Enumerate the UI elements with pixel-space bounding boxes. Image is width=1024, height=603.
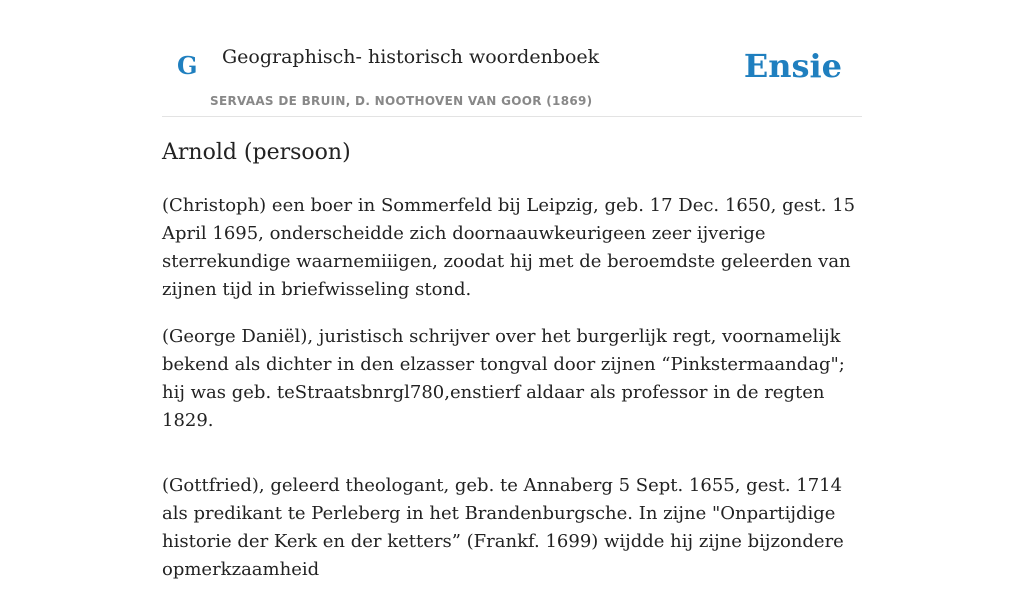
entry-paragraph: (George Daniël), juristisch schrijver over het burgerlijk regt, voornamelijk bekend als dichter in den elzasser tongval door zijnen “Pinkstermaandag"; hij was geb. teStraatsbnrgl780,enstierf aldaar als professor in de regten 1829. <box>162 326 845 431</box>
dictionary-logo[interactable]: G <box>177 51 198 80</box>
page-container <box>162 0 862 580</box>
dictionary-title[interactable]: Geographisch- historisch woordenboek <box>222 46 600 68</box>
dictionary-header <box>162 0 862 117</box>
ensie-brand-logo[interactable]: Ensie <box>743 47 842 85</box>
entry-body <box>162 192 862 603</box>
dictionary-author: SERVAAS DE BRUIN, D. NOOTHOVEN VAN GOOR (1869) <box>210 94 593 108</box>
entry-title: Arnold (persoon) <box>162 140 351 165</box>
entry-paragraph: (Gottfried), geleerd theologant, geb. te Annaberg 5 Sept. 1655, gest. 1714 als predikant te Perleberg in het Brandenburgsche. In zijne "Onpartijdige historie der Kerk en der ketters” (Frankf. 1699) wijdde hij zijne bijzondere opmerkzaamheid <box>162 475 844 580</box>
entry-paragraph: (Christoph) een boer in Sommerfeld bij Leipzig, geb. 17 Dec. 1650, gest. 15 April 1695, onderscheidde zich doornaauwkeurigeen zeer ijverige sterrekundige waarnemiiigen, zoodat hij met de beroemdste geleerden van zijnen tijd in briefwisseling stond. <box>162 195 856 300</box>
